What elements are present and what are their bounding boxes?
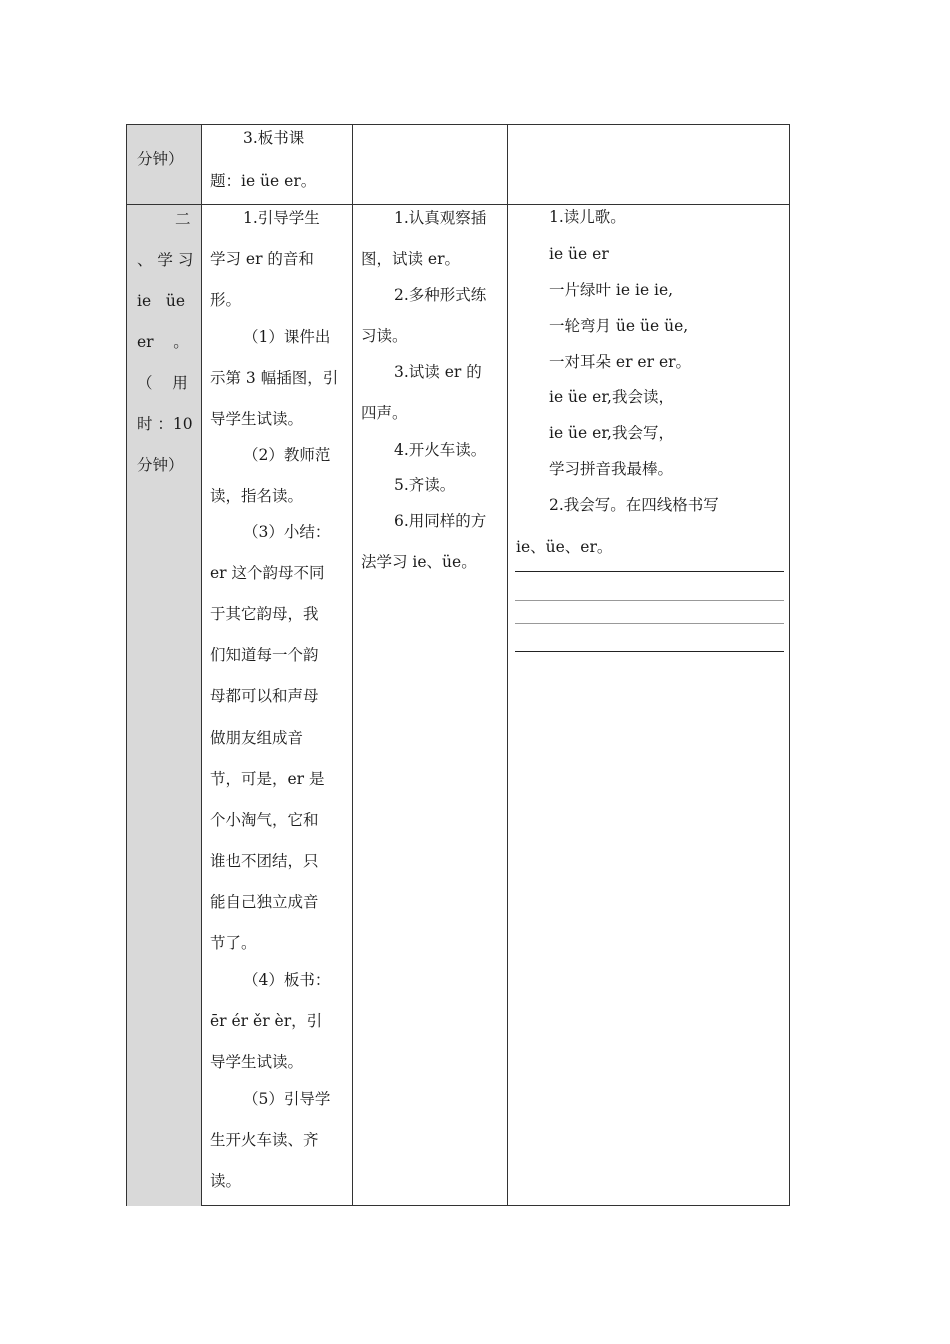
writing-line-2: [515, 600, 784, 601]
row2-c4-line: 2.我会写。在四线格书写: [549, 496, 719, 514]
row2-c2-line: 做朋友组成音: [210, 729, 304, 747]
row2-c3-line: 4.开火车读。: [394, 441, 487, 459]
row2-c1-line: ie üe: [137, 292, 186, 310]
row2-c3-line: 法学习 ie、üe。: [361, 553, 477, 571]
row2-c2-line: 导学生试读。: [210, 1053, 304, 1071]
row2-c2-line: 学习 er 的音和: [210, 250, 314, 268]
row1-c2-line: 题：ie üe er。: [210, 172, 317, 190]
row2-c1-line: 、 学 习: [137, 251, 194, 269]
row2-c1-line: （ 用: [137, 374, 188, 392]
row2-c4-line: 学习拼音我最棒。: [549, 460, 674, 478]
row2-c1-line: 分钟）: [137, 456, 184, 474]
row2-c4-line: ie üe er,我会写，: [549, 424, 674, 442]
row2-c3-line: 1.认真观察插: [394, 209, 487, 227]
row2-c4-line: ie üe er: [549, 245, 609, 263]
row2-c4-line: 一轮弯月 üe üe üe,: [549, 317, 689, 335]
writing-line-bottom: [515, 651, 784, 652]
row2-c3-line: 四声。: [361, 404, 408, 422]
row2-c3-line: 6.用同样的方: [394, 512, 487, 530]
row2-c2-line: 导学生试读。: [210, 410, 304, 428]
row2-c2-line: ēr ér ěr èr，引: [210, 1012, 323, 1030]
row2-c4-line: 1.读儿歌。: [549, 208, 626, 226]
stage-column-shade-row2: [127, 205, 201, 1206]
row2-c3-line: 习读。: [361, 327, 408, 345]
row2-c2-line: （3）小结：: [243, 523, 331, 541]
row2-c2-line: （4）板书：: [243, 971, 331, 989]
row2-c4-line: ie、üe、er。: [516, 538, 613, 556]
row2-c2-line: 节了。: [210, 934, 257, 952]
row2-c3-line: 3.试读 er 的: [394, 363, 482, 381]
row2-c4-line: ie üe er,我会读，: [549, 388, 674, 406]
row2-c2-line: 个小淘气，它和: [210, 811, 319, 829]
row2-c2-line: er 这个韵母不同: [210, 564, 325, 582]
lesson-plan-table: [126, 124, 790, 1206]
row2-c1-line: er 。: [137, 333, 189, 351]
row2-c2-line: （1）课件出: [243, 328, 331, 346]
row2-c3-line: 2.多种形式练: [394, 286, 487, 304]
row2-c1-line: 时 ：10: [137, 415, 193, 433]
row2-c2-line: 读。: [210, 1172, 242, 1190]
row2-c2-line: 1.引导学生: [243, 209, 320, 227]
row2-c4-line: 一对耳朵 er er er。: [549, 353, 692, 371]
writing-line-top: [515, 571, 784, 572]
row2-c2-line: 示第 3 幅插图，引: [210, 369, 339, 387]
row2-c2-line: 于其它韵母，我: [210, 605, 319, 623]
row2-c2-line: 母都可以和声母: [210, 687, 319, 705]
row2-c2-line: 们知道每一个韵: [210, 646, 319, 664]
column-divider-2: [352, 125, 353, 1205]
row2-c2-line: 生开火车读、齐: [210, 1131, 319, 1149]
row1-c1-line: 分钟）: [137, 150, 184, 168]
row2-c2-line: 谁也不团结，只: [210, 852, 319, 870]
row2-c2-line: 节，可是，er 是: [210, 770, 325, 788]
row-divider: [127, 204, 789, 205]
writing-line-3: [515, 623, 784, 624]
row2-c3-line: 图，试读 er。: [361, 250, 461, 268]
column-divider-3: [507, 125, 508, 1205]
row2-c1-line: 二: [175, 210, 191, 228]
row2-c2-line: （2）教师范: [243, 446, 331, 464]
row2-c4-line: 一片绿叶 ie ie ie,: [549, 281, 674, 299]
row2-c2-line: 读，指名读。: [210, 487, 304, 505]
column-divider-1: [201, 125, 202, 1205]
row2-c3-line: 5.齐读。: [394, 476, 456, 494]
row2-c2-line: （5）引导学: [243, 1090, 331, 1108]
row2-c2-line: 能自己独立成音: [210, 893, 319, 911]
row1-c2-line: 3.板书课: [243, 129, 305, 147]
row2-c2-line: 形。: [210, 291, 242, 309]
